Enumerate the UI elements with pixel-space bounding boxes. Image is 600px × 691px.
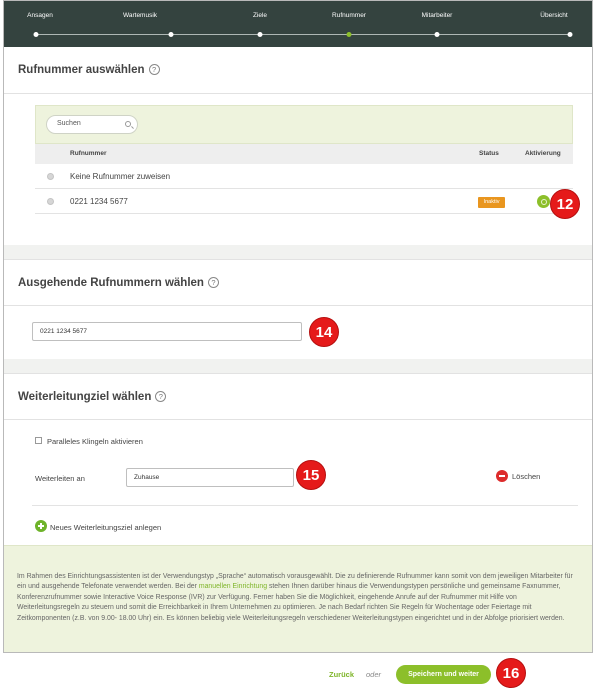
step-dot-uebersicht[interactable] [568, 32, 573, 37]
forward-target-field[interactable] [126, 468, 294, 487]
info-text [17, 572, 577, 624]
parallel-ringing-checkbox[interactable] [35, 437, 42, 444]
section-divider [4, 245, 592, 259]
callout-marker-12: 12 [550, 189, 580, 219]
status-badge: Inaktiv [478, 197, 505, 208]
search-placeholder: Suchen [57, 120, 81, 127]
section-weiterleitung-header [4, 373, 592, 420]
table-row[interactable] [35, 164, 573, 189]
column-status: Status [479, 150, 499, 157]
step-label-mitarbeiter[interactable]: Mitarbeiter [421, 12, 453, 19]
step-label-ziele[interactable]: Ziele [252, 12, 268, 19]
or-label: oder [366, 670, 382, 679]
wizard-panel [3, 0, 593, 653]
section-ausgehend-header [4, 259, 592, 306]
info-box [4, 545, 592, 653]
column-rufnummer: Rufnummer [70, 150, 107, 157]
step-label-rufnummer[interactable]: Rufnummer [332, 12, 366, 19]
step-dot-ziele[interactable] [258, 32, 263, 37]
row-radio[interactable] [47, 173, 54, 180]
callout-marker-15: 15 [296, 460, 326, 490]
section-rufnummer-title-text: Rufnummer auswählen [18, 64, 145, 76]
step-dot-ansagen[interactable] [34, 32, 39, 37]
progress-line [36, 34, 572, 35]
search-bar [35, 105, 573, 144]
help-icon[interactable]: ? [208, 277, 219, 288]
callout-marker-14: 14 [309, 317, 339, 347]
parallel-ringing-label: Paralleles Klingeln aktivieren [47, 437, 143, 446]
step-label-ansagen[interactable]: Ansagen [27, 12, 53, 19]
section-divider [4, 359, 592, 373]
number-table [35, 105, 573, 214]
step-dot-mitarbeiter[interactable] [435, 32, 440, 37]
add-forward-target-button[interactable]: Neues Weiterleitungsziel anlegen [50, 523, 162, 532]
help-icon[interactable]: ? [149, 64, 160, 75]
column-aktivierung: Aktivierung [525, 150, 561, 157]
step-dot-wartemusik[interactable] [169, 32, 174, 37]
add-icon[interactable] [35, 520, 47, 532]
step-label-wartemusik[interactable]: Wartemusik [122, 12, 158, 19]
search-icon[interactable] [125, 121, 131, 127]
forward-to-label: Weiterleiten an [35, 474, 85, 483]
section-ausgehend-title [18, 277, 219, 289]
progress-steps [4, 1, 592, 47]
step-label-uebersicht[interactable]: Übersicht [540, 12, 568, 19]
outgoing-number-field[interactable] [32, 322, 302, 341]
outgoing-number-value: 0221 1234 5677 [40, 328, 87, 335]
callout-marker-16: 16 [496, 658, 526, 688]
section-weiterleitung-title [18, 391, 166, 403]
section-ausgehend-title-text: Ausgehende Rufnummern wählen [18, 277, 204, 289]
forward-target-value: Zuhause [134, 474, 160, 481]
activation-toggle[interactable] [537, 195, 550, 208]
table-row[interactable] [35, 189, 573, 214]
back-link[interactable]: Zurück [329, 670, 355, 679]
manual-setup-link[interactable]: manuellen Einrichtung [198, 583, 268, 591]
section-rufnummer-header [4, 47, 592, 94]
search-input[interactable] [46, 115, 138, 134]
divider [32, 505, 578, 506]
help-icon[interactable]: ? [155, 391, 166, 402]
save-and-continue-button[interactable]: Speichern und weiter [396, 665, 491, 684]
row-radio[interactable] [47, 198, 54, 205]
info-text-part: stehen Ihnen darüber hinaus die Verwendungstypen persönliche und gemeinsame Faxnummer, Konferenzrufnummer sowie Interactive Voice Response (IVR) zur Verfügung. Ferner haben Sie die Möglichkeit, eingehende Anrufe auf der Rufnummer mit Hilfe von Weiterleitungsregeln zu steuern und somit die Erreichbarkeit in Ihrem Unternehmen zu optimieren. Je nach Bedarf richten Sie Regeln für Wochentage oder Feiertage mit Zeitkomponenten (z.B. von 9.00- 18.00 Uhr) ein. Es können beliebig viele Weiterleitungsregeln verschiedener Weiterleitungstypen eingerichtet und in der Abfolge priorisiert werden. [17, 583, 565, 622]
delete-button[interactable]: Löschen [512, 472, 541, 481]
row-number-label: 0221 1234 5677 [70, 197, 128, 206]
delete-icon[interactable] [496, 470, 508, 482]
section-rufnummer-title [18, 64, 160, 76]
section-weiterleitung-title-text: Weiterleitungziel wählen [18, 391, 152, 403]
row-number-label: Keine Rufnummer zuweisen [70, 172, 171, 181]
step-dot-rufnummer[interactable] [347, 32, 352, 37]
info-text-part: Im Rahmen des Einrichtungsassistenten ist der Verwendungstyp „Sprache“ automatisch vorausgewählt. Die zu definierende Rufnummer kann somit von dem jeweiligen Mitarbeiter für ein und ausgehende Telefonate verwendet werden. Bei der [17, 573, 573, 591]
table-header [35, 144, 573, 164]
